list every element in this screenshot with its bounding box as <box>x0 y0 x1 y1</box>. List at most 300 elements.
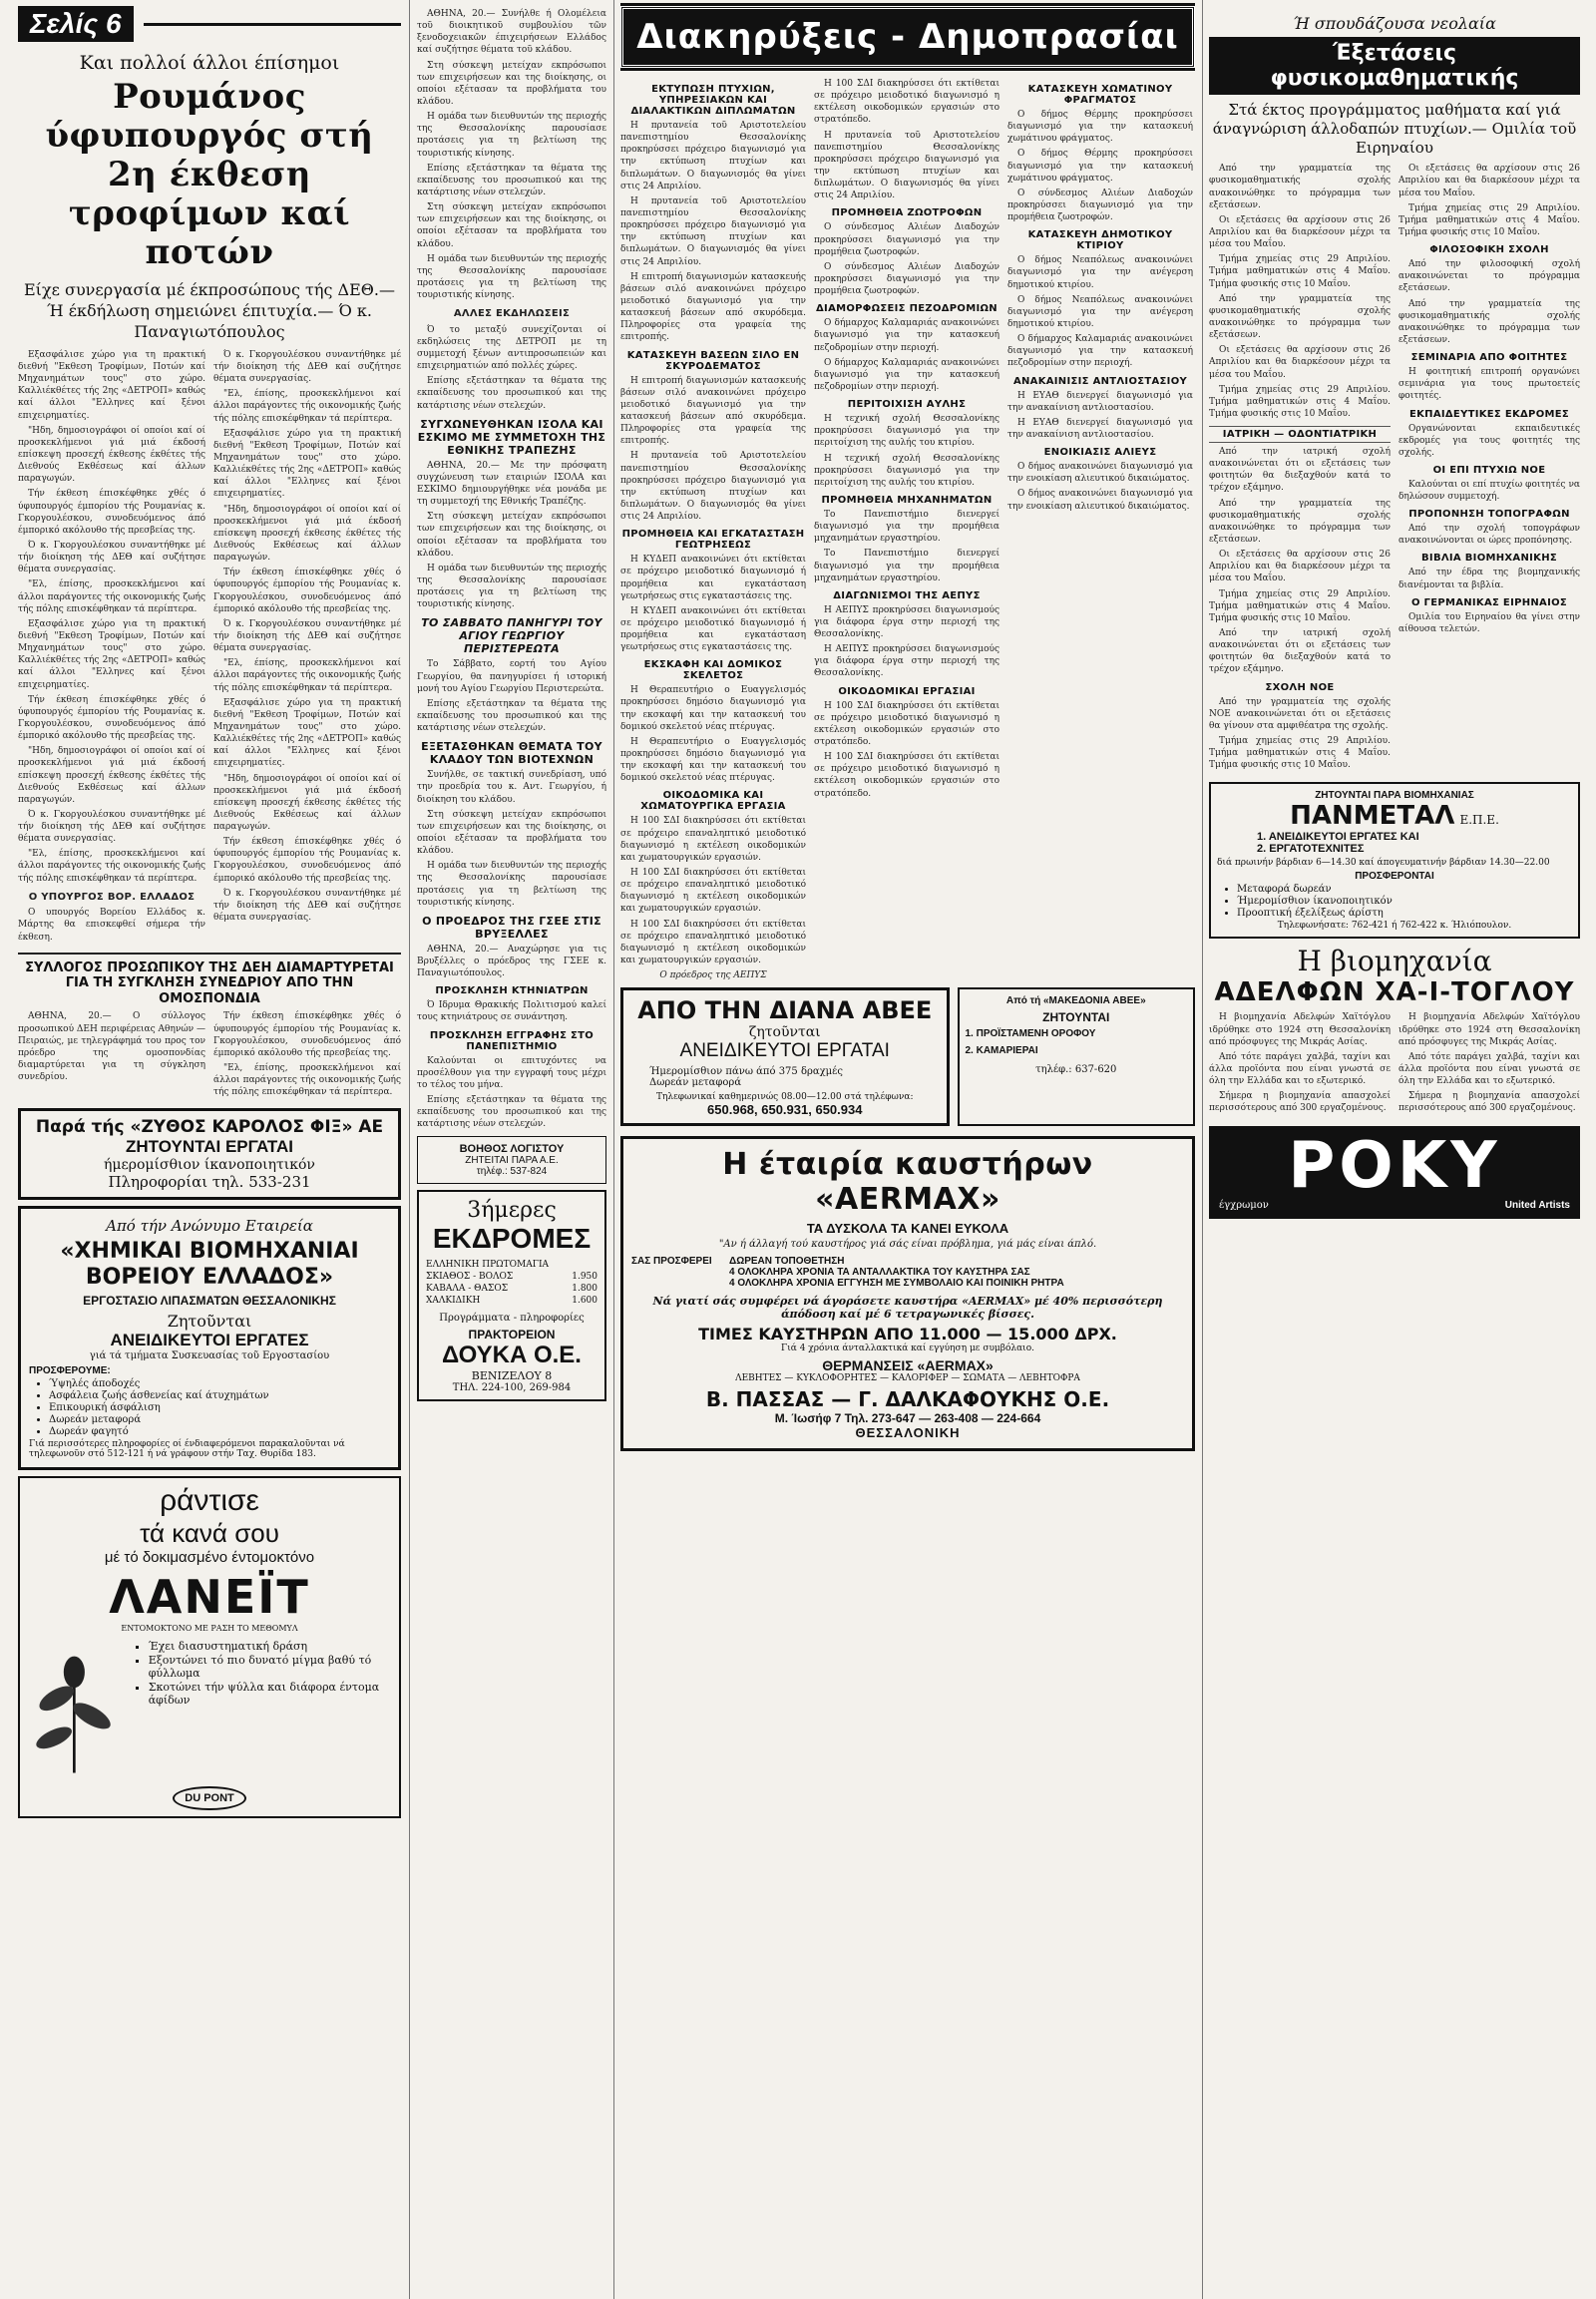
table-cell: ΧΑΛΚΙΔΙΚΗ <box>426 1296 481 1307</box>
section-heading: ΑΛΛΕΣ ΕΚΔΗΛΩΣΕΙΣ <box>453 308 571 320</box>
ad-tagline: ΕΝΤΟΜΟΚΤΟΝΟ ΜΕ ΡΑΣΗ ΤΟ ΜΕΘΟΜΥΛ <box>121 1624 298 1634</box>
section-heading: ΑΝΑΚΑΙΝΙΣΙΣ ΑΝΤΛΙΟΣΤΑΣΙΟΥ <box>1012 375 1188 387</box>
list-item: • Επικουρική άσφάλιση <box>49 1402 390 1413</box>
article-body <box>1007 109 1193 223</box>
paragraph: Ό κ. Γκοργουλέσκου συναντήθηκε μέ τήν διοίκηση τής ΔΕΘ καί συζήτησε θέματα συνεργασίας. <box>18 540 205 575</box>
article-body <box>1398 523 1580 547</box>
paragraph: Η ομάδα των διευθυντών της περιοχής της Θεσσαλονίκης παρουσίασε προτάσεις για τη βελτίωση της τουριστικής κίνησης. <box>417 253 606 301</box>
article-body <box>620 554 806 653</box>
article-body-right <box>213 349 401 947</box>
table-row <box>425 1283 598 1295</box>
paragraph: Η ομάδα των διευθυντών της περιοχής της Θεσσαλονίκης παρουσίασε προτάσεις για τη βελτίωση της τουριστικής κίνησης. <box>417 563 606 610</box>
ad-prices: ΤΙΜΕΣ ΚΑΥΣΤΗΡΩΝ ΑΠΟ 11.000 — 15.000 ΔΡΧ. <box>698 1325 1117 1344</box>
paragraph: Η 100 ΣΔΙ διακηρύσσει ότι εκτίθεται σε πρόχειρο επαναληπτικό μειοδοτικό διαγωνισμό η εκτέλεση οικοδομικών και χωματουργικών εργασιών. <box>620 816 806 863</box>
paragraph: Από τότε παράγει χαλβά, ταχίνι και άλλα προϊόντα που είναι γνωστά σε όλη την Ελλάδα και το εξωτερικό. <box>1209 1051 1391 1087</box>
ad-diana <box>620 987 950 1126</box>
paragraph: Η Θεραπευτήριο ο Ευαγγελισμός προκηρύσσει δημόσιο διαγωνισμό για την εκσκαφή και την κατασκευή του δομικού σκελετού νέας πτέρυγας. <box>620 736 806 784</box>
section-heading: ΠΡΟΠΟΝΗΣΗ ΤΟΠΟΓΡΑΦΩΝ <box>1408 509 1570 521</box>
article-body <box>417 658 606 734</box>
paragraph: Στη σύσκεψη μετείχαν εκπρόσωποι των επιχειρήσεων και της διοίκησης, οι οποίοι εξέτασαν τα προβλήματα του κλάδου. <box>417 512 606 559</box>
article-body <box>417 769 606 909</box>
ad-line: διά πρωινήν βάρδιαν 6—14.30 καί άπογευματινήν βάρδιαν 14.30—22.00 <box>1217 858 1550 869</box>
ad-line: Νά γιατί σάς συμφέρει νά άγοράσετε καυστήρα «AERMAX» μέ 40% περισσότερη άπόδοση καί μέ 6 τετραγωνικές βίσσες. <box>652 1295 1163 1322</box>
ad-city: ΘΕΣΣΑΛΟΝΙΚΗ <box>855 1425 961 1441</box>
section-heading: Ο ΓΕΡΜΑΝΙΚΑΣ ΕΙΡΗΝΑΙΟΣ <box>1410 596 1568 608</box>
ad-title: ΑΠΟ ΤΗΝ ΔΙΑΝΑ ΑΒΕΕ <box>637 996 933 1025</box>
column-rule <box>409 0 410 2299</box>
ad-distributor: United Artists <box>1504 1199 1570 1211</box>
ad-line: Γιά 4 χρόνια άνταλλακτικά καί εγγύηση με συμβόλαιο. <box>780 1343 1034 1354</box>
ad-address: Μ. Ίωσήφ 7 Τηλ. 273-647 — 263-408 — 224-664 <box>774 1411 1041 1426</box>
table-cell: ΚΑΒΑΛΑ - ΘΑΣΟΣ <box>426 1284 509 1295</box>
paragraph: Από την γραμματεία της φυσικομαθηματικής σχολής ανακοινώθηκε το πρόγραμμα των εξετάσεων. <box>1209 498 1391 546</box>
ad-line: Ζητοῦνται <box>167 1312 252 1332</box>
section-heading: ΕΚΠΑΙΔΕΥΤΙΚΕΣ ΕΚΔΡΟΜΕΣ <box>1408 408 1570 420</box>
section-heading: ΣΧΟΛΗ ΝΟΕ <box>1265 681 1335 693</box>
list-item: • Δωρεάν μεταφορά <box>49 1414 390 1425</box>
paragraph: Ο σύνδεσμος Αλιέων Διαδοχών προκηρύσσει διαγωνισμό για την προμήθεια ζωοτροφών. <box>1007 188 1193 223</box>
table-cell <box>567 1259 598 1271</box>
divider <box>144 23 401 26</box>
paragraph: Στη σύσκεψη μετείχαν εκπρόσωποι των επιχειρήσεων και της διοίκησης, οι οποίοι εξέτασαν τα προβλήματα του κλάδου. <box>417 202 606 249</box>
article-body <box>620 120 806 344</box>
paragraph: Ό κ. Γκοργουλέσκου συναντήθηκε μέ τήν διοίκηση τής ΔΕΘ καί συζήτησε θέματα συνεργασίας. <box>213 888 401 924</box>
paragraph: "Ελ, έπίσης, προσκεκλήμενοι καί άλλοι παράγοντες τής οικονομικής ζωής τής πόλης επισκέφθηκαν τά περίπτερα. <box>213 658 401 693</box>
paragraph: Η ΑΕΠΥΣ προκηρύσσει διαγωνισμούς για διάφορα έργα στην περιοχή της Θεσσαλονίκης. <box>814 644 999 679</box>
article-subhead: Είχε συνεργασία μέ έκπροσώπους τής ΔΕΘ.— Ή έκδήλωση σημειώνει έπιτυχία.— Ό κ. Παναγιωτόπουλος <box>24 280 395 342</box>
ad-title: Παρά τής «ΖΥΘΟΣ ΚΑΡΟΛΟΣ ΦΙΞ» ΑΕ <box>35 1117 384 1138</box>
ad-offers-list <box>49 1378 390 1437</box>
section-heading: ΠΡΟΜΗΘΕΙΑ ΚΑΙ ΕΓΚΑΤΑΣΤΑΣΗ ΓΕΩΤΡΗΣΕΩΣ <box>621 529 805 552</box>
ad-aermax <box>620 1136 1195 1451</box>
ad-phone: Πληροφορίαι τηλ. 533-231 <box>108 1173 311 1192</box>
ad-item: 2. ΕΡΓΑΤΟΤΕΧΝΙΤΕΣ <box>1257 843 1365 856</box>
paragraph: Εξασφάλισε χώρο για τη πρακτική διεθνή "Εκθεση Τροφίμων, Ποτών καί Μηχανημάτων τους" στο χώρο. Καλλιέκθέτες τής 2ης «ΔΕΤΡΟΠ» καθώς καί άλλοι "Ελληνες καί ξένοι επιχειρηματίες. <box>18 618 205 690</box>
paragraph: Η 100 ΣΔΙ διακηρύσσει ότι εκτίθεται σε πρόχειρο επαναληπτικό μειοδοτικό διαγωνισμό η εκτέλεση οικοδομικών και χωματουργικών εργασιών. <box>620 919 806 966</box>
article-body <box>1398 567 1580 590</box>
table-cell: ΕΛΛΗΝΙΚΗ ΠΡΩΤΟΜΑΓΙΑ <box>426 1260 550 1271</box>
paragraph: Από την γραμματεία της φυσικομαθηματικής σχολής ανακοινώθηκε το πρόγραμμα των εξετάσεων. <box>1209 293 1391 341</box>
article-body <box>814 509 999 584</box>
article-body <box>620 375 806 524</box>
article-kicker: Η βιομηχανία <box>1297 945 1492 978</box>
paragraph: Η ΑΕΠΥΣ προκηρύσσει διαγωνισμούς για διάφορα έργα στην περιοχή της Θεσσαλονίκης. <box>814 604 999 640</box>
table-row <box>425 1259 598 1271</box>
paragraph: Καλούνται οι επιτυχόντες να προσέλθουν για την εγγραφή τους μέχρι το τέλος του μήνα. <box>417 1055 606 1090</box>
ad-line: έγχρωμον <box>1219 1199 1269 1211</box>
ad-address: ΒΕΝΙΖΕΛΟΥ 8 <box>471 1369 553 1383</box>
paragraph: Οι εξετάσεις θα αρχίσουν στις 26 Απριλίου και θα διαρκέσουν μέχρι τα μέσα του Μαΐου. <box>1398 164 1580 198</box>
section-heading: Ο ΠΡΟΕΔΡΟΣ ΤΗΣ ΓΣΕΕ ΣΤΙΣ ΒΡΥΞΕΛΛΕΣ <box>422 914 601 941</box>
article-body <box>814 700 999 800</box>
section-heading: ΣΕΜΙΝΑΡΙΑ ΑΠΟ ΦΟΙΤΗΤΕΣ <box>1410 352 1568 364</box>
section-heading: ΒΙΒΛΙΑ ΒΙΟΜΗΧΑΝΙΚΗΣ <box>1421 553 1557 565</box>
ad-line: τά κανά σου <box>140 1518 279 1549</box>
ad-brand: ΛΑΝΕΪΤ <box>109 1570 310 1625</box>
ad-title: ΖΗΤΟΥΝΤΑΙ <box>1042 1010 1110 1025</box>
paragraph: Τήν έκθεση έπισκέφθηκε χθές ό ύφυπουργός έμπορίου τής Ρουμανίας κ. Γκοργουλέσκου, συνοδευόμενος άπό έμπορικό ακόλουθο τής πρεσβείας της. <box>213 1011 401 1058</box>
paragraph: Το Σάββατο, εορτή του Αγίου Γεωργίου, θα πανηγυρίσει ή ιστορική μονή του Αγίου Γεωργίου Περιστερεώτα. <box>417 659 606 694</box>
paragraph: Συνήλθε, σε τακτική συνεδρίαση, υπό την προεδρία του κ. Αντ. Γεωργίου, ή διοίκηση του κλάδου. <box>417 770 606 805</box>
ad-line: Ε.Π.Ε. <box>1459 813 1499 828</box>
article-body <box>1007 461 1193 513</box>
ad-offer: 4 ΟΛΟΚΛΗΡΑ ΧΡΟΝΙΑ ΕΓΓΥΗΣΗ ΜΕ ΣΥΜΒΟΛΑΙΟ ΚΑΙ ΠΟΙΝΙΚΗ ΡΗΤΡΑ <box>729 1278 1064 1290</box>
ad-line: ΑΝΕΙΔΙΚΕΥΤΟΙ ΕΡΓΑΤΑΙ <box>679 1040 890 1062</box>
paragraph: Η ομάδα των διευθυντών της περιοχής της Θεσσαλονίκης παρουσίασε προτάσεις για τη βελτίωση της τουριστικής κίνησης. <box>417 861 606 908</box>
paragraph: Ο δήμος ανακοινώνει διαγωνισμό για την ενοικίαση αλιευτικού δικαιώματος. <box>1007 462 1193 485</box>
ad-footer: Γιά περισσότερες πληροφορίες οί ένδιαφερόμενοι παρακαλοῦνται νά τηλεφωνοῦν στό 512-121 ή νά γράφουν στήν Ταχ. Θυρίδα 183. <box>29 1439 345 1460</box>
paragraph: Από την φιλοσοφική σχολή ανακοινώνεται το πρόγραμμα εξετάσεων. <box>1398 259 1580 294</box>
paragraph: Η τεχνική σχολή Θεσσαλονίκης προκηρύσσει διαγωνισμό για την περιτοίχιση της αυλής του κτιρίου. <box>814 414 999 449</box>
article-body <box>1209 163 1391 420</box>
article-body <box>1398 366 1580 402</box>
paragraph: "Ηδη, δημοσιογράφοι οί οποίοι καί οί προσκεκλήμενοι γιά μιά έκδοσή επίσκεψη προσεχή έκθεσης έκθέτες τής Διεθνούς Εκθέσεως καί άλλων παραγωγών. <box>18 746 205 805</box>
paragraph: "Ελ, έπίσης, προσκεκλήμενοι καί άλλοι παράγοντες τής οικονομικής ζωής τής πόλης επισκέφθηκαν τά περίπτερα. <box>18 849 205 884</box>
paragraph: Σήμερα η βιομηχανία απασχολεί περισσότερους από 300 εργαζομένους. <box>1398 1091 1580 1114</box>
paragraph: Η 100 ΣΔΙ διακηρύσσει ότι εκτίθεται σε πρόχειρο μειοδοτικό διαγωνισμό η εκτέλεση οικοδομικών εργασιών στο στρατόπεδο. <box>814 752 999 799</box>
paragraph: Η Θεραπευτήριο ο Ευαγγελισμός προκηρύσσει δημόσιο διαγωνισμό για την εκσκαφή και την κατασκευή του δομικού σκελετού νέας πτέρυγας. <box>620 685 806 732</box>
paragraph: ΑΘΗΝΑ, 20.— Συνήλθε ή Ολομέλεια τοῦ διοικητικοῦ συμβουλίου τῶν ξενοδοχειακῶν έπιχειρήσεων Ελλάδος καί συζήτησε θέματα τοῦ κλάδου. <box>417 9 606 56</box>
ad-line: ράντισε <box>160 1484 259 1518</box>
table-row <box>425 1271 598 1283</box>
section-heading: ΚΑΤΑΣΚΕΥΗ ΔΗΜΟΤΙΚΟΥ ΚΤΙΡΙΟΥ <box>1027 229 1173 252</box>
ad-label: ΠΡΟΣΦΕΡΟΝΤΑΙ <box>1355 871 1434 883</box>
ad-label: ΠΡΟΣΦΕΡΟΥΜΕ: <box>29 1365 111 1377</box>
section-heading: ΤΟ ΣΑΒΒΑΤΟ ΠΑΝΗΓΥΡΙ ΤΟΥ ΑΓΙΟΥ ΓΕΩΡΓΙΟΥ ΠΕΡΙΣΤΕΡΕΩΤΑ <box>421 616 602 656</box>
article-headline: ΑΔΕΛΦΩΝ ΧΑ-Ι-ΤΟΓΛΟΥ <box>1214 977 1575 1008</box>
paragraph: ΑΘΗΝΑ, 20.— Ο σύλλογος προσωπικού ΔΕΗ περιφέρειας Αθηνών —Πειραιώς, με τηλεγράφημά του προς τον πρόεδρο της ομοσπονδίας διαμαρτύρεται για τη σύγκληση συνεδρίου. <box>18 1011 205 1083</box>
section-heading: ΠΕΡΙΤΟΙΧΙΣΗ ΑΥΛΗΣ <box>847 399 967 411</box>
section-heading: ΕΞΕΤΑΣΘΗΚΑΝ ΘΕΜΑΤΑ ΤΟΥ ΚΛΑΔΟΥ ΤΩΝ ΒΙΟΤΕΧΝΩΝ <box>421 740 602 767</box>
paragraph: Οι εξετάσεις θα αρχίσουν στις 26 Απριλίου και θα διαρκέσουν μέχρι τα μέσα του Μαΐου. <box>1209 550 1391 584</box>
column-1 <box>18 0 401 1824</box>
article-body-left <box>18 349 205 947</box>
ad-line: ζητοῦνται <box>748 1024 821 1041</box>
paragraph: Ο δήμος Νεαπόλεως ανακοινώνει διαγωνισμό για την ανέγερση δημοτικού κτιρίου. <box>1007 255 1193 290</box>
ad-phone: Τηλεφωνήσατε: 762-421 ή 762-422 κ. Ήλιόπουλον. <box>1277 921 1512 932</box>
table-cell: 1.800 <box>572 1284 598 1295</box>
paragraph: Ο δήμος Θέρμης προκηρύσσει διαγωνισμό για την κατασκευή χωμάτινου φράγματος. <box>1007 149 1193 184</box>
paragraph: Επίσης εξετάστηκαν τα θέματα της εκπαίδευσης του προσωπικού και της κατάρτισης νέων στελεχών. <box>417 163 606 197</box>
paragraph: Από τότε παράγει χαλβά, ταχίνι και άλλα προϊόντα που είναι γνωστά σε όλη την Ελλάδα και το εξωτερικό. <box>1398 1051 1580 1087</box>
paragraph: ΑΘΗΝΑ, 20.— Αναχώρησε για τις Βρυξέλλες ο πρόεδρος της ΓΣΕΕ κ. Παναγιωτόπουλος. <box>417 944 606 979</box>
table-cell: ΣΚΙΑΘΟΣ - ΒΟΛΟΣ <box>426 1272 514 1283</box>
section-heading: ΣΥΛΛΟΓΟΣ ΠΡΟΣΩΠΙΚΟΥ ΤΗΣ ΔΕΗ ΔΙΑΜΑΡΤΥΡΕΤΑΙ ΓΙΑ ΤΗ ΣΥΓΚΛΗΣΗ ΣΥΝΕΔΡΙΟΥ ΑΠΟ ΤΗΝ ΟΜΟΣΠΟΝΔΙΑ <box>25 959 394 1006</box>
list-item: ▪ Εξοντώνει τό πιο δυνατό μίγμα βαθύ τό φύλλωμα <box>149 1654 393 1680</box>
paragraph: Η πρυτανεία τοῦ Αριστοτελείου πανεπιστημίου Θεσσαλονίκης προκηρύσσει πρόχειρο διαγωνισμό για την εκτύπωση πτυχίων και διπλωμάτων. Ο διαγωνισμός θα γίνει στις 24 Απριλίου. <box>620 121 806 192</box>
article-body <box>1398 258 1580 346</box>
ad-makedonia <box>958 987 1196 1126</box>
paragraph: "Ηδη, δημοσιογράφοι οί οποίοι καί οί προσκεκλήμενοι γιά μιά έκδοσή επίσκεψη προσεχή έκθεσης έκθέτες τής Διεθνούς Εκθέσεως καί άλλων παραγωγών. <box>213 504 401 564</box>
ad-title: «ΧΗΜΙΚΑΙ ΒΙΟΜΗΧΑΝΙΑΙ ΒΟΡΕΙΟΥ ΕΛΛΑΔΟΣ» <box>60 1239 359 1290</box>
section-heading: ΕΚΤΥΠΩΣΗ ΠΤΥΧΙΩΝ, ΥΠΗΡΕΣΙΑΚΩΝ ΚΑΙ ΔΙΑΛΑΚΤΙΚΩΝ ΔΙΠΛΩΜΑΤΩΝ <box>630 84 796 117</box>
paragraph: Ο υπουργός Βορείου Ελλάδος κ. Μάρτης θα επισκεφθεί σήμερα τήν έκθεση. <box>18 908 205 943</box>
paragraph: Στη σύσκεψη μετείχαν εκπρόσωποι των επιχειρήσεων και της διοίκησης, οι οποίοι εξέτασαν τα προβλήματα του κλάδου. <box>417 60 606 107</box>
ad-line: Προγράμματα - πληροφορίες <box>439 1313 585 1325</box>
ad-label: ΣΑΣ ΠΡΟΣΦΕΡΕΙ <box>631 1256 712 1268</box>
section-heading: ΚΑΤΑΣΚΕΥΗ ΒΑΣΕΩΝ ΣΙΛΟ ΕΝ ΣΚΥΡΟΔΕΜΑΤΟΣ <box>626 349 800 372</box>
list-item: • Ήμερομίσθιον ίκανοποιητικόν <box>1237 896 1572 907</box>
paragraph: Η επιτροπή διαγωνισμών κατασκευής βάσεων σιλό ανακοινώνει πρόχειρο μειοδοτικό διαγωνισμό για την κατασκευή βάσεων από σκυρόδεμα. Πληροφορίες στα γραφεία της επιτροπής. <box>620 375 806 447</box>
paragraph: Η πρυτανεία τοῦ Αριστοτελείου πανεπιστημίου Θεσσαλονίκης προκηρύσσει πρόχειρο διαγωνισμό για την εκτύπωση πτυχίων και διπλωμάτων. Ο διαγωνισμός θα γίνει στις 24 Απριλίου. <box>620 195 806 267</box>
paragraph: Η 100 ΣΔΙ διακηρύσσει ότι εκτίθεται σε πρόχειρο επαναληπτικό μειοδοτικό διαγωνισμό η εκτέλεση οικοδομικών και χωματουργικών εργασιών. <box>620 868 806 915</box>
dupont-logo: DU PONT <box>173 1786 246 1810</box>
paragraph: Η βιομηχανία Αδελφών Χαϊτόγλου ιδρύθηκε στο 1924 στη Θεσσαλονίκη από πρόσφυγες της Μικράς Ασίας. <box>1209 1012 1391 1047</box>
article-body <box>814 78 999 201</box>
article-body <box>620 815 806 966</box>
ad-tagline: "Αν ή άλλαγή τού καυστήρος γιά σάς είναι πρόβλημα, γιά μάς είναι άπλό. <box>718 1239 1097 1251</box>
ad-chemical <box>18 1206 401 1470</box>
paragraph: Από την γραμματεία της φυσικομαθηματικής σχολής ανακοινώθηκε το πρόγραμμα των εξετάσεων. <box>1398 298 1580 345</box>
paragraph: "Ηδη, δημοσιογράφοι οί οποίοι καί οί προσκεκλήμενοι γιά μιά έκδοσή επίσκεψη προσεχή έκθεσης έκθέτες τής Διεθνούς Εκθέσεως καί άλλων παραγωγών. <box>213 773 401 833</box>
ad-subtitle: ΤΑ ΔΥΣΚΟΛΑ ΤΑ ΚΑΝΕΙ ΕΥΚΟΛΑ <box>806 1221 1009 1237</box>
list-item: • Ύψηλές άποδοχές <box>49 1378 390 1389</box>
article-headline: Έξετάσεις φυσικομαθηματικής <box>1209 37 1580 95</box>
paragraph: Η φοιτητική επιτροπή οργανώνει σεμινάρια για τους πρωτοετείς φοιτητές. <box>1398 367 1580 402</box>
article-kicker: Ή σπουδάζουσα νεολαία <box>1293 14 1496 33</box>
ad-title: ΕΚΔΡΟΜΕΣ <box>432 1223 592 1255</box>
auctions-section <box>620 0 1195 1457</box>
ad-lanit <box>18 1476 401 1818</box>
plant-illustration-icon <box>26 1637 123 1786</box>
paragraph: Ο σύνδεσμος Αλιέων Διαδοχών προκηρύσσει διαγωνισμό για την προμήθεια ζωοτροφών. <box>814 261 999 297</box>
section-heading: ΚΑΤΑΣΚΕΥΗ ΧΩΜΑΤΙΝΟΥ ΦΡΑΓΜΑΤΟΣ <box>1027 84 1173 106</box>
ad-line: ΘΕΡΜΑΝΣΕΙΣ «AERMAX» <box>822 1357 994 1374</box>
section-heading: ΔΙΑΓΩΝΙΣΜΟΙ ΤΗΣ ΑΕΠΥΣ <box>833 589 981 601</box>
ad-phone: 650.968, 650.931, 650.934 <box>707 1102 863 1118</box>
ad-line: ΛΕΒΗΤΕΣ — ΚΥΚΛΟΦΟΡΗΤΕΣ — ΚΑΛΟΡΙΦΕΡ — ΣΩΜΑΤΑ — ΛΕΒΗΤΟΦΡΑ <box>735 1373 1080 1384</box>
article-kicker: Και πολλοί άλλοι έπίσημοι <box>79 52 340 74</box>
ad-points-list <box>149 1639 393 1784</box>
table-cell: 1.950 <box>572 1272 598 1283</box>
section-heading: ΦΙΛΟΣΟΦΙΚΗ ΣΧΟΛΗ <box>1429 244 1549 256</box>
ad-brand: ΡΟΚΥ <box>1288 1128 1501 1203</box>
column-5-right <box>1398 163 1580 774</box>
ad-line: ΕΡΓΟΣΤΑΣΙΟ ΛΙΠΑΣΜΑΤΩΝ ΘΕΣΣΑΛΟΝΙΚΗΣ <box>83 1294 336 1309</box>
section-heading: Ο ΥΠΟΥΡΓΟΣ ΒΟΡ. ΕΛΛΑΔΟΣ <box>28 891 196 903</box>
paragraph: Τήν έκθεση έπισκέφθηκε χθές ό ύφυπουργός έμπορίου τής Ρουμανίας κ. Γκοργουλέσκου, συνοδευόμενος άπό έμπορικό ακόλουθο τής πρεσβείας της. <box>213 837 401 884</box>
paragraph: Εξασφάλισε χώρο για τη πρακτική διεθνή "Εκθεση Τροφίμων, Ποτών καί Μηχανημάτων τους" στο χώρο. Καλλιέκθέτες τής 2ης «ΔΕΤΡΟΠ» καθώς καί άλλοι "Ελληνες καί ξένοι επιχειρηματίες. <box>213 428 401 500</box>
list-item: ▪ Έχει διασυστηματική δράση <box>149 1640 393 1653</box>
paragraph: Ο δήμος Θέρμης προκηρύσσει διαγωνισμό για την κατασκευή χωμάτινου φράγματος. <box>1007 110 1193 145</box>
ad-intro: Από τή «ΜΑΚΕΔΟΝΙΑ ΑΒΕΕ» <box>1005 995 1146 1007</box>
ad-title: Η έταιρία καυστήρων «AERMAX» <box>722 1147 1093 1218</box>
list-item: • Δωρεάν φαγητό <box>49 1426 390 1437</box>
ad-offers-list <box>1237 884 1572 919</box>
article-body <box>620 684 806 784</box>
article-headline: Ρουμάνος ύφυπουργός στή 2η έκθεση τροφίμων καί ποτών <box>45 77 374 273</box>
ad-phone: τηλέφ.: 537-824 <box>476 1166 548 1178</box>
ad-brand: ΔΟΥΚΑ Ο.Ε. <box>442 1341 582 1369</box>
section-heading: ΙΑΤΡΙΚΗ — ΟΔΟΝΤΙΑΤΡΙΚΗ <box>1209 426 1391 443</box>
article-body <box>1209 1011 1580 1117</box>
article-body <box>1398 611 1580 635</box>
column-3b <box>814 78 999 981</box>
paragraph: Η βιομηχανία Αδελφών Χαϊτόγλου ιδρύθηκε στο 1924 στη Θεσσαλονίκη από πρόσφυγες της Μικράς Ασίας. <box>1398 1012 1580 1047</box>
paragraph: Τήν έκθεση έπισκέφθηκε χθές ό ύφυπουργός έμπορίου τής Ρουμανίας κ. Γκοργουλέσκου, συνοδευόμενος άπό έμπορικό ακόλουθο τής πρεσβείας της. <box>18 489 205 536</box>
paragraph: Εξασφάλισε χώρο για τη πρακτική διεθνή "Εκθεση Τροφίμων, Ποτών καί Μηχανημάτων τους" στο χώρο. Καλλιέκθέτες τής 2ης «ΔΕΤΡΟΠ» καθώς καί άλλοι "Ελληνες καί ξένοι επιχειρηματίες. <box>213 697 401 769</box>
paragraph: Τμήμα χημείας στις 29 Απριλίου. Τμήμα μαθηματικών στις 4 Μαΐου. Τμήμα φυσικής στις 10 Μαΐου. <box>1209 254 1391 289</box>
paragraph: Από την γραμματεία της σχολής ΝΟΕ ανακοινώνεται ότι οι εξετάσεις θα γίνουν στα αμφιθέατρα της σχολής. <box>1209 696 1391 731</box>
ad-panmetal <box>1209 782 1580 939</box>
ad-line: ήμερομίσθιον ίκανοποιητικόν <box>104 1157 315 1174</box>
paragraph: Τμήμα χημείας στις 29 Απριλίου. Τμήμα μαθηματικών στις 4 Μαΐου. Τμήμα φυσικής στις 10 Μαΐου. <box>1209 588 1391 623</box>
paragraph: Τμήμα χημείας στις 29 Απριλίου. Τμήμα μαθηματικών στις 4 Μαΐου. Τμήμα φυσικής στις 10 Μαΐου. <box>1209 736 1391 771</box>
paragraph: Εξασφάλισε χώρο για τη πρακτική διεθνή "Εκθεση Τροφίμων, Ποτών καί Μηχανημάτων τους" στο χώρο. Καλλιέκθέτες τής 2ης «ΔΕΤΡΟΠ» καθώς καί άλλοι "Ελληνες καί ξένοι επιχειρηματίες. <box>18 349 205 421</box>
paragraph: Οι εξετάσεις θα αρχίσουν στις 26 Απριλίου και θα διαρκέσουν μέχρι τα μέσα του Μαΐου. <box>1209 214 1391 250</box>
ad-line: ΖΗΤΕΙΤΑΙ ΠΑΡΑ Α.Ε. <box>465 1155 559 1167</box>
paragraph: Η ΚΥΔΕΠ ανακοινώνει ότι εκτίθεται σε πρόχειρο μειοδοτικό διαγωνισμό ή προμήθεια και εγκατάσταση γεωτρήσεως στις εγκαταστάσεις της. <box>620 555 806 601</box>
paragraph: Το Πανεπιστήμιο διενεργεί διαγωνισμό για την προμήθεια μηχανημάτων εργαστηρίου. <box>814 509 999 545</box>
column-5 <box>1209 0 1580 1219</box>
column-rule <box>613 0 614 2299</box>
section-heading: ΟΙΚΟΔΟΜΙΚΑ ΚΑΙ ΧΩΜΑΤΟΥΡΓΙΚΑ ΕΡΓΑΣΙΑ <box>640 790 786 813</box>
paragraph: Ο δήμαρχος Καλαμαριάς ανακοινώνει διαγωνισμό για την κατασκευή πεζοδρομίων στην περιοχή. <box>814 357 999 392</box>
page-label: Σελίς 6 <box>18 6 134 42</box>
paragraph: Από την ιατρική σχολή ανακοινώνεται ότι οι εξετάσεις των φοιτητών θα διεξαχθούν κατά το τρέχον εξάμηνο. <box>1209 628 1391 675</box>
list-item: • Ασφάλεια ζωής άσθενείας καί άτυχημάτων <box>49 1390 390 1401</box>
article-body <box>417 1055 606 1131</box>
ad-roky <box>1209 1126 1580 1219</box>
ad-brand: Β. ΠΑΣΣΑΣ — Γ. ΔΑΛΚΑΦΟΥΚΗΣ Ο.Ε. <box>705 1387 1110 1412</box>
article-body <box>814 221 999 297</box>
ad-line: γιά τά τμήματα Συσκευασίας τοῦ Εργοστασίου <box>89 1350 330 1362</box>
paragraph: Από την ιατρική σχολή ανακοινώνεται ότι οι εξετάσεις των φοιτητών θα διεξαχθούν κατά το τρέχον εξάμηνο. <box>1209 447 1391 494</box>
article-body <box>1007 390 1193 442</box>
paragraph: Επίσης εξετάστηκαν τα θέματα της εκπαίδευσης του προσωπικού και της κατάρτισης νέων στελεχών. <box>417 1094 606 1130</box>
paragraph: Οργανώνονται εκπαιδευτικές εκδρομές για τους φοιτητές της σχολής. <box>1398 423 1580 458</box>
signature: Ο πρόεδρος της ΑΕΠΥΣ <box>659 970 767 981</box>
paragraph: Τμήμα χημείας στις 29 Απριλίου. Τμήμα μαθηματικών στις 4 Μαΐου. Τμήμα φυσικής στις 10 Μαΐου. <box>1209 384 1391 419</box>
section-banner: Διακηρύξεις - Δημοπρασίαι <box>620 6 1195 68</box>
paragraph: Η πρυτανεία τοῦ Αριστοτελείου πανεπιστημίου Θεσσαλονίκης προκηρύσσει πρόχειρο διαγωνισμό για την εκτύπωση πτυχίων και διπλωμάτων. Ο διαγωνισμός θα γίνει στις 24 Απριλίου. <box>814 130 999 201</box>
paragraph: Τήν έκθεση έπισκέφθηκε χθές ό ύφυπουργός έμπορίου τής Ρουμανίας κ. Γκοργουλέσκου, συνοδευόμενος άπό έμπορικό ακόλουθο τής πρεσβείας της. <box>18 694 205 742</box>
table-cell: 1.600 <box>572 1296 598 1307</box>
article-subhead: Στά έκτος προγράμματος μαθήματα καί γιά άναγνώριση άλλοδαπών πτυχίων.— Ομιλία τοῦ Ειρηναίου <box>1212 101 1577 157</box>
ad-offer: ΔΩΡΕΑΝ ΤΟΠΟΘΕΤΗΣΗ <box>729 1256 845 1268</box>
paragraph: Το Πανεπιστήμιο διενεργεί διαγωνισμό για την προμήθεια μηχανημάτων εργαστηρίου. <box>814 549 999 583</box>
paragraph: Ό κ. Γκοργουλέσκου συναντήθηκε μέ τήν διοίκηση τής ΔΕΘ καί συζήτησε θέματα συνεργασίας. <box>213 349 401 385</box>
article-body <box>814 604 999 680</box>
article-body <box>1398 479 1580 503</box>
paragraph: Ό Ιδρυμα Θρακικής Πολιτισμού καλεί τους κτηνιάτρους σε συνάντηση. <box>417 1000 606 1023</box>
section-heading: ΠΡΟΜΗΘΕΙΑ ΖΩΟΤΡΟΦΩΝ <box>831 207 983 219</box>
paragraph: Η ομάδα των διευθυντών της περιοχής της Θεσσαλονίκης παρουσίασε προτάσεις για τη βελτίωση της τουριστικής κίνησης. <box>417 112 606 159</box>
article-body <box>814 413 999 489</box>
ad-item: 1. ΑΝΕΙΔΙΚΕΥΤΟΙ ΕΡΓΑΤΕΣ ΚΑΙ <box>1257 831 1419 844</box>
paragraph: Τμήμα χημείας στις 29 Απριλίου. Τμήμα μαθηματικών στις 4 Μαΐου. Τμήμα φυσικής στις 10 Μαΐου. <box>1398 202 1580 237</box>
paragraph: Η ΕΥΑΘ διενεργεί διαγωνισμό για την ανακαίνιση αντλιοστασίου. <box>1007 417 1193 440</box>
ad-item: 2. ΚΑΜΑΡΙΕΡΑΙ <box>965 1045 1038 1057</box>
paragraph: Ομιλία του Ειρηναίου θα γίνει στην αίθουσα τελετών. <box>1398 611 1580 634</box>
ad-line: ΖΗΤΟΥΝΤΑΙ ΕΡΓΑΤΑΙ <box>126 1137 293 1157</box>
section-heading: ΠΡΟΣΚΛΗΣΗ ΚΤΗΝΙΑΤΡΩΝ <box>435 985 589 997</box>
section-heading: ΠΡΟΣΚΛΗΣΗ ΕΓΓΡΑΦΗΣ ΣΤΟ ΠΑΝΕΠΙΣΤΗΜΙΟ <box>429 1029 595 1052</box>
paragraph: Η ΚΥΔΕΠ ανακοινώνει ότι εκτίθεται σε πρόχειρο μειοδοτικό διαγωνισμό ή προμήθεια και εγκατάσταση γεωτρήσεως στις εγκαταστάσεις της. <box>620 605 806 653</box>
section-heading: ΔΙΑΜΟΡΦΩΣΕΙΣ ΠΕΖΟΔΡΟΜΙΩΝ <box>816 303 998 315</box>
paragraph: Η 100 ΣΔΙ διακηρύσσει ότι εκτίθεται σε πρόχειρο μειοδοτικό διαγωνισμό η εκτέλεση οικοδομικών εργασιών στο στρατόπεδο. <box>814 79 999 126</box>
ad-line: ΠΡΑΚΤΟΡΕΙΟΝ <box>468 1328 556 1342</box>
ad-phone: ΤΗΛ. 224-100, 269-984 <box>452 1382 572 1394</box>
ad-term: Δωρεάν μεταφορά <box>649 1077 742 1089</box>
ad-line: 3ήμερες <box>467 1198 557 1224</box>
paragraph: "Ελ, έπίσης, προσκεκλήμενοι καί άλλοι παράγοντες τής οικονομικής ζωής τής πόλης επισκέφθηκαν τά περίπτερα. <box>213 1063 401 1098</box>
section-heading: ΕΝΟΙΚΙΑΣΙΣ ΑΛΙΕΥΣ <box>1043 447 1157 459</box>
paragraph: Καλούνται οι επί πτυχίω φοιτητές να δηλώσουν συμμετοχή. <box>1398 479 1580 503</box>
paragraph: Η 100 ΣΔΙ διακηρύσσει ότι εκτίθεται σε πρόχειρο μειοδοτικό διαγωνισμό η εκτέλεση οικοδομικών εργασιών στο στρατόπεδο. <box>814 700 999 748</box>
list-item: • Μεταφορά δωρεάν <box>1237 884 1572 895</box>
paragraph: Ό το μεταξύ συνεχίζονται οί εκδηλώσεις της ΔΕΤΡΟΠ με τη συμμετοχή ξένων αντιπροσωπειών και επιχειρηματιών από πολλές χώρες. <box>417 324 606 372</box>
paragraph: Η πρυτανεία τοῦ Αριστοτελείου πανεπιστημίου Θεσσαλονίκης προκηρύσσει πρόχειρο διαγωνισμό για την εκτύπωση πτυχίων και διπλωμάτων. Ο διαγωνισμός θα γίνει στις 24 Απριλίου. <box>620 451 806 523</box>
ad-brand: ΠΑΝΜΕΤΑΛ <box>1290 801 1455 832</box>
ad-intro: Από τήν Ανώνυμο Εταιρεία <box>106 1217 313 1236</box>
article-body <box>417 944 606 979</box>
section-heading: ΣΥΓΧΩΝΕΥΘΗΚΑΝ ΙΣΟΛΑ ΚΑΙ ΕΣΚΙΜΟ ΜΕ ΣΥΜΜΕΤΟΧΗ ΤΗΣ ΕΘΝΙΚΗΣ ΤΡΑΠΕΖΗΣ <box>417 417 606 457</box>
paragraph: Τήν έκθεση έπισκέφθηκε χθές ό ύφυπουργός έμπορίου τής Ρουμανίας κ. Γκοργουλέσκου, συνοδευόμενος άπό έμπορικό ακόλουθο τής πρεσβείας της. <box>213 568 401 614</box>
ad-intro: ΖΗΤΟΥΝΤΑΙ ΠΑΡΑ ΒΙΟΜΗΧΑΝΙΑΣ <box>1315 790 1474 802</box>
ad-term: Ήμερομίσθιον πάνω άπό 375 δραχμές <box>649 1066 843 1078</box>
paragraph: Στη σύσκεψη μετείχαν εκπρόσωποι των επιχειρήσεων και της διοίκησης, οι οποίοι εξέτασαν τα προβλήματα του κλάδου. <box>417 809 606 857</box>
list-item: • Προοπτική έξελίξεως άρίστη <box>1237 908 1572 919</box>
article-body <box>1209 696 1391 772</box>
article-body <box>1398 423 1580 459</box>
paragraph: Από την γραμματεία της φυσικομαθηματικής σχολής ανακοινώθηκε το πρόγραμμα των εξετάσεων. <box>1209 164 1391 210</box>
column-2 <box>417 0 606 1407</box>
article-body <box>18 1010 401 1098</box>
table-row <box>425 1295 598 1307</box>
column-3 <box>620 78 806 981</box>
ad-phone: τηλέφ.: 637-620 <box>1035 1064 1117 1076</box>
paragraph: Οι εξετάσεις θα αρχίσουν στις 26 Απριλίου και θα διαρκέσουν μέχρι τα μέσα του Μαΐου. <box>1209 345 1391 380</box>
paragraph: Ο σύνδεσμος Αλιέων Διαδοχών προκηρύσσει διαγωνισμό για την προμήθεια ζωοτροφών. <box>814 222 999 257</box>
ad-title: ΒΟΗΘΟΣ ΛΟΓΙΣΤΟΥ <box>459 1143 565 1156</box>
article-body <box>1209 446 1391 676</box>
paragraph: Επίσης εξετάστηκαν τα θέματα της εκπαίδευσης του προσωπικού και της κατάρτισης νέων στελεχών. <box>417 698 606 734</box>
section-heading: ΟΙ ΕΠΙ ΠΤΥΧΙΩ ΝΟΕ <box>1432 464 1546 476</box>
ad-trips <box>417 1190 606 1401</box>
ad-item: 1. ΠΡΟΪΣΤΑΜΕΝΗ ΟΡΟΦΟΥ <box>965 1028 1096 1040</box>
paragraph: ΑΘΗΝΑ, 20.— Με την πρόσφατη συγχώνευση των εταιριών ΙΣΟΛΑ και ΕΣΚΙΜΟ δημιουργήθηκε νέα μονάδα με τη συμμετοχή της Εθνικής Τραπέζης. <box>417 460 606 508</box>
article-body <box>417 460 606 611</box>
ad-fix <box>18 1108 401 1200</box>
ad-line: ΑΝΕΙΔΙΚΕΥΤΟΙ ΕΡΓΑΤΕΣ <box>110 1331 309 1350</box>
article-body <box>1398 163 1580 238</box>
paragraph: Η ΕΥΑΘ διενεργεί διαγωνισμό για την ανακαίνιση αντλιοστασίου. <box>1007 390 1193 413</box>
column-5-left <box>1209 163 1391 774</box>
paragraph: Η τεχνική σχολή Θεσσαλονίκης προκηρύσσει διαγωνισμό για την περιτοίχιση της αυλής του κτιρίου. <box>814 453 999 488</box>
column-rule <box>1202 0 1203 2299</box>
paragraph: Ο δήμαρχος Καλαμαριάς ανακοινώνει διαγωνισμό για την κατασκευή πεζοδρομίων στην περιοχή. <box>1007 334 1193 369</box>
ad-line: Τηλεφωνικαί καθημερινώς 08.00—12.00 στά τηλέφωνα: <box>656 1092 914 1103</box>
section-heading: ΟΙΚΟΔΟΜΙΚΑΙ ΕΡΓΑΣΙΑΙ <box>838 685 976 697</box>
list-item: ▪ Σκοτώνει τήν ψύλλα και διάφορα έντομα άφίδων <box>149 1681 393 1707</box>
paragraph: "Ηδη, δημοσιογράφοι οί οποίοι καί οί προσκεκλήμενοι γιά μιά έκδοσή επίσκεψη προσεχή έκθεσης έκθέτες τής Διεθνούς Εκθέσεως καί άλλων παραγωγών. <box>18 425 205 485</box>
paragraph: "Ελ, έπίσης, προσκεκλήμενοι καί άλλοι παράγοντες τής οικονομικής ζωής τής πόλης επισκέφθηκαν τά περίπτερα. <box>213 389 401 424</box>
paragraph: Ο δήμος ανακοινώνει διαγωνισμό για την ενοικίαση αλιευτικού δικαιώματος. <box>1007 489 1193 512</box>
ad-offer: 4 ΟΛΟΚΛΗΡΑ ΧΡΟΝΙΑ ΤΑ ΑΝΤΑΛΛΑΚΤΙΚΑ ΤΟΥ ΚΑΥΣΤΗΡΑ ΣΑΣ <box>729 1267 1030 1279</box>
section-heading: ΕΚΣΚΑΦΗ ΚΑΙ ΔΟΜΙΚΟΣ ΣΚΕΛΕΤΟΣ <box>643 659 783 682</box>
ad-line: μέ τό δοκιμασμένο έντομοκτόνο <box>104 1549 315 1567</box>
article-body <box>417 8 606 412</box>
article-body <box>1007 254 1193 369</box>
paragraph: Ο δήμος Νεαπόλεως ανακοινώνει διαγωνισμό για την ανέγερση δημοτικού κτιρίου. <box>1007 294 1193 329</box>
section-heading: ΠΡΟΜΗΘΕΙΑ ΜΗΧΑΝΗΜΑΤΩΝ <box>821 494 993 506</box>
article-body <box>417 999 606 1023</box>
paragraph: Ό κ. Γκοργουλέσκου συναντήθηκε μέ τήν διοίκηση τής ΔΕΘ καί συζήτησε θέματα συνεργασίας. <box>18 809 205 845</box>
ad-accountant <box>417 1136 606 1184</box>
paragraph: Η επιτροπή διαγωνισμών κατασκευής βάσεων σιλό ανακοινώνει πρόχειρο μειοδοτικό διαγωνισμό για την κατασκευή βάσεων από σκυρόδεμα. Πληροφορίες στα γραφεία της επιτροπής. <box>620 271 806 343</box>
paragraph: Από την έδρα της βιομηχανικής διανέμονται τα βιβλία. <box>1398 568 1580 590</box>
